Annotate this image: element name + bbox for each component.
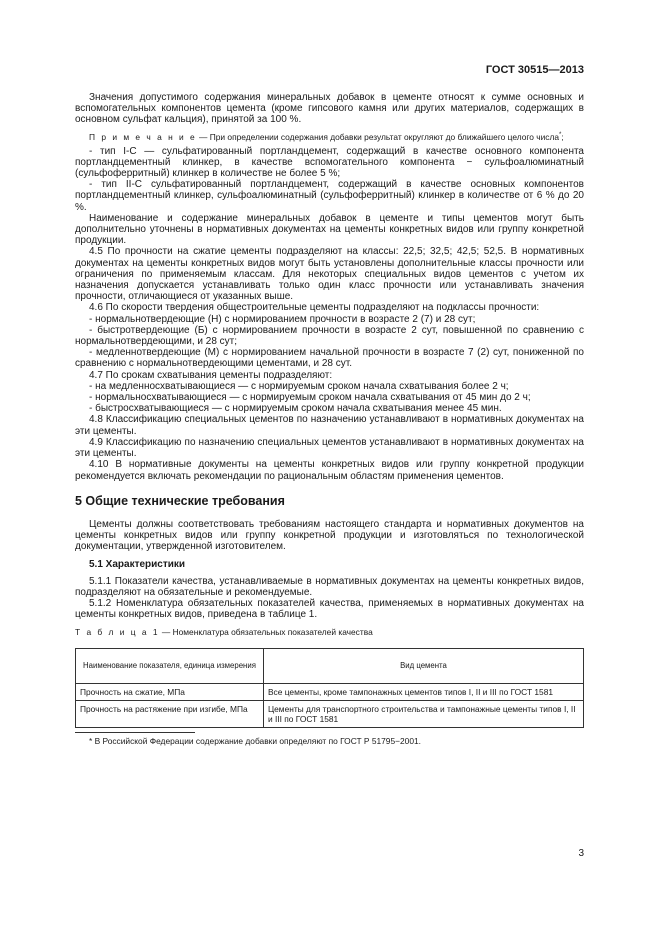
table-row <box>76 700 584 727</box>
paragraph: 4.5 По прочности на сжатие цементы подразделяют на классы: 22,5; 32,5; 42,5; 52,5. В нормативных документах на цементы конкретных видов могут быть установлены дополнительные классы прочности или ограничения по применяемым классам. Для некоторых специальных видов цементов с учетом их назначения допускается устанавливать только один класс прочности или устанавливать значения прочности, отличающиеся от указанных выше. <box>75 246 584 303</box>
paragraph: Цементы должны соответствовать требованиям настоящего стандарта и нормативных документов на цементы конкретных видов или группу конкретной продукции и изготовляться по технологической документации, утвержденной изготовителем. <box>75 518 584 553</box>
page-number: 3 <box>578 848 584 859</box>
paragraph: 5.1.2 Номенклатура обязательных показателей качества, применяемых в нормативных документах на цементы конкретных видов, приведена в таблице 1. <box>75 598 584 621</box>
table-cell: Прочность на растяжение при изгибе, МПа <box>76 700 264 727</box>
document-page <box>75 0 584 935</box>
document-header: ГОСТ 30515—2013 <box>485 64 584 76</box>
table-cell: Цементы для транспортного строительства и тампонажные цементы типов I, II и III по ГОСТ 1581 <box>263 700 583 727</box>
subsection-heading: 5.1 Характеристики <box>89 558 186 570</box>
footnote: * В Российской Федерации содержание добавки определяют по ГОСТ Р 51795−2001. <box>89 735 421 746</box>
table-cell: Все цементы, кроме тампонажных цементов типов I, II и III по ГОСТ 1581 <box>263 683 583 700</box>
paragraph: - тип II-С сульфатированный портландцемент, содержащий в качестве основных компонентов портландцементный клинкер, сульфоалюминатный (сульфоферритный) клинкер в количестве от 6 % до 20 %. <box>75 179 584 213</box>
section-heading: 5 Общие технические требования <box>75 493 285 508</box>
paragraph: - медленнотвердеющие (М) с нормированием начальной прочности в возрасте 7 (2) сут, пониженной по сравнению с нормальнотвердеющими цементами, и 28 сут. <box>75 347 584 370</box>
table-caption-label: Т а б л и ц а 1 <box>75 626 160 637</box>
table-caption <box>75 627 584 638</box>
paragraph: - быстротвердеющие (Б) с нормированием прочности в возрасте 2 сут, повышенной по сравнению с нормальнотвердеющими, и 28 сут; <box>75 324 584 348</box>
paragraph: 5.1.1 Показатели качества, устанавливаемые в нормативных документах на цементы конкретных видов, подразделяют на обязательные и рекомендуемые. <box>75 575 584 598</box>
nomenclature-table <box>75 648 584 728</box>
paragraph: - нормальносхватывающиеся — с нормируемым сроком начала схватывания от 45 мин до 2 ч; <box>89 392 531 404</box>
paragraph: 4.9 Классификацию по назначению специальных цементов устанавливают в нормативных документах на эти цементы. <box>75 436 584 460</box>
paragraph: - на медленносхватывающиеся — с нормируемым сроком начала схватывания более 2 ч; <box>89 380 509 392</box>
table-row <box>76 683 584 700</box>
paragraph: 4.6 По скорости твердения общестроительные цементы подразделяют на подклассы прочности: <box>89 302 540 314</box>
paragraph: - нормальнотвердеющие (Н) с нормированием прочности в возрасте 2 (7) и 28 сут; <box>89 313 476 325</box>
paragraph: 4.7 По срокам схватывания цементы подразделяют: <box>89 369 333 381</box>
note-tail: ; <box>561 131 564 142</box>
paragraph: 4.8 Классификацию специальных цементов по назначению устанавливают в нормативных документах на эти цементы. <box>75 414 584 437</box>
footnote-divider <box>75 732 195 733</box>
paragraph: - быстросхватывающиеся — с нормируемым сроком начала схватывания менее 45 мин. <box>89 403 502 415</box>
note <box>75 130 584 143</box>
document-body <box>75 92 584 747</box>
note-text: — При определении содержания добавки результат округляют до ближайшего целого числа <box>196 131 560 142</box>
note-label: П р и м е ч а н и е <box>89 131 197 142</box>
table-header-cell: Вид цемента <box>263 648 583 683</box>
table-header-row <box>76 648 584 683</box>
paragraph: Наименование и содержание минеральных добавок в цементе и типы цементов могут быть дополнительно уточнены в нормативных документах на цементы конкретных видов или группу конкретной продукции. <box>75 212 584 247</box>
table-cell: Прочность на сжатие, МПа <box>76 683 264 700</box>
paragraph: Значения допустимого содержания минеральных добавок в цементе относят к сумме основных и вспомогательных компонентов цемента (кроме гипсового камня или других материалов, содержащих в основном сульфат кальция), принятой за 100 %. <box>75 92 584 126</box>
footnote-mark: * <box>559 131 562 138</box>
table-caption-text: — Номенклатура обязательных показателей качества <box>159 626 373 637</box>
table-header-cell: Наименование показателя, единица измерения <box>76 648 264 683</box>
paragraph: - тип I-С — сульфатированный портландцемент, содержащий в качестве основного компонента портландцементный клинкер, в качестве вспомогательного компонента − сульфоалюминатный (сульфоферритный) клинкер в количестве не более 5 %; <box>75 145 584 180</box>
paragraph: 4.10 В нормативные документы на цементы конкретных видов или группу конкретной продукции рекомендуется включать рекомендации по рациональным областям применения цементов. <box>75 459 584 482</box>
